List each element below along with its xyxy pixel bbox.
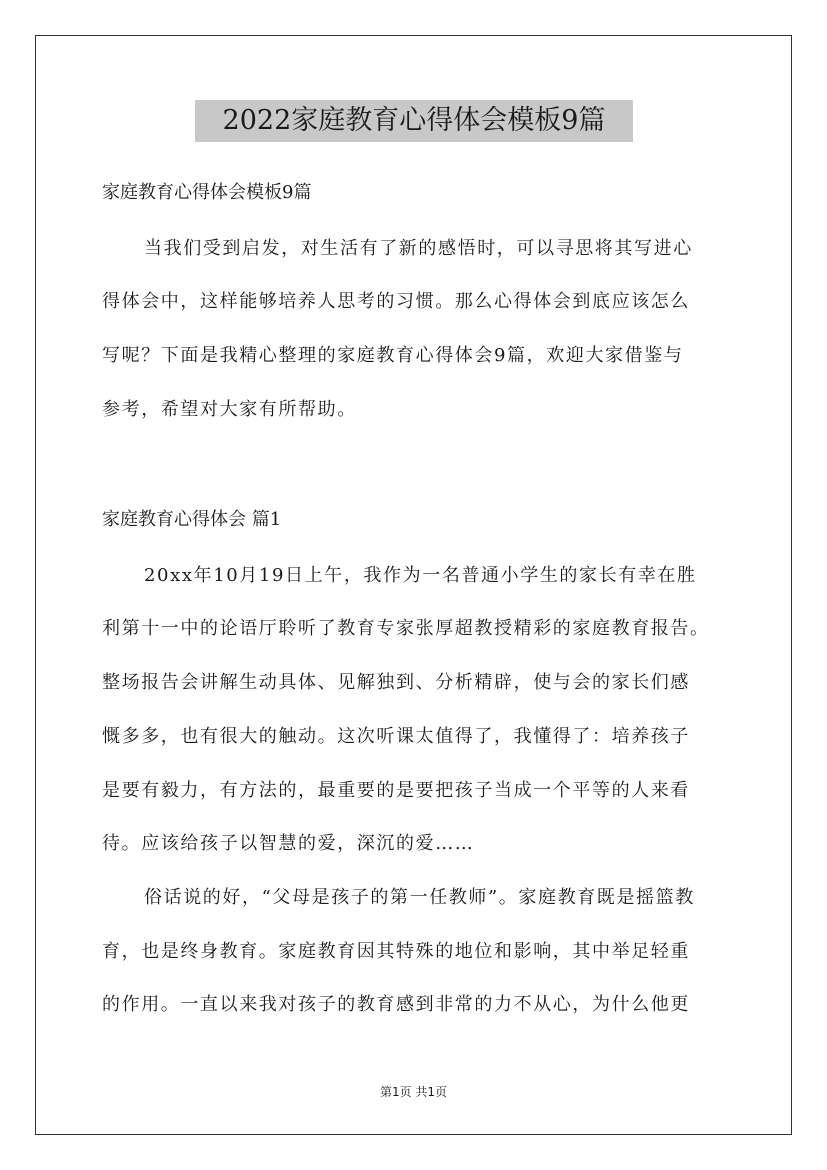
paragraph-line: 慨多多，也有很大的触动。这次听课太值得了，我懂得了：培养孩子: [102, 726, 690, 747]
intro-line: 写呢？下面是我精心整理的家庭教育心得体会9篇，欢迎大家借鉴与: [102, 345, 684, 366]
document-title: 2022家庭教育心得体会模板9篇: [195, 100, 633, 142]
paragraph-line: 俗话说的好，“父母是孩子的第一任教师”。家庭教育既是摇篮教: [144, 887, 695, 908]
paragraph-line: 20xx年10月19日上午，我作为一名普通小学生的家长有幸在胜: [144, 565, 697, 586]
section-heading: 家庭教育心得体会 篇1: [102, 509, 282, 530]
intro-line: 参考，希望对大家有所帮助。: [102, 399, 357, 420]
paragraph-line: 待。应该给孩子以智慧的爱，深沉的爱……: [102, 833, 475, 854]
paragraph-line: 的作用。一直以来我对孩子的教育感到非常的力不从心，为什么他更: [102, 994, 690, 1015]
paragraph-line: 整场报告会讲解生动具体、见解独到、分析精辟，使与会的家长们感: [102, 672, 690, 693]
page-footer: 第1页 共1页: [379, 1085, 448, 1099]
paragraph-line: 利第十一中的论语厅聆听了教育专家张厚超教授精彩的家庭教育报告。: [102, 618, 710, 639]
paragraph-line: 是要有毅力，有方法的，最重要的是要把孩子当成一个平等的人来看: [102, 780, 690, 801]
intro-line: 得体会中，这样能够培养人思考的习惯。那么心得体会到底应该怎么: [102, 291, 690, 312]
document-subtitle: 家庭教育心得体会模板9篇: [102, 182, 312, 203]
paragraph-line: 育，也是终身教育。家庭教育因其特殊的地位和影响，其中举足轻重: [102, 941, 690, 962]
intro-line: 当我们受到启发，对生活有了新的感悟时，可以寻思将其写进心: [144, 238, 693, 259]
